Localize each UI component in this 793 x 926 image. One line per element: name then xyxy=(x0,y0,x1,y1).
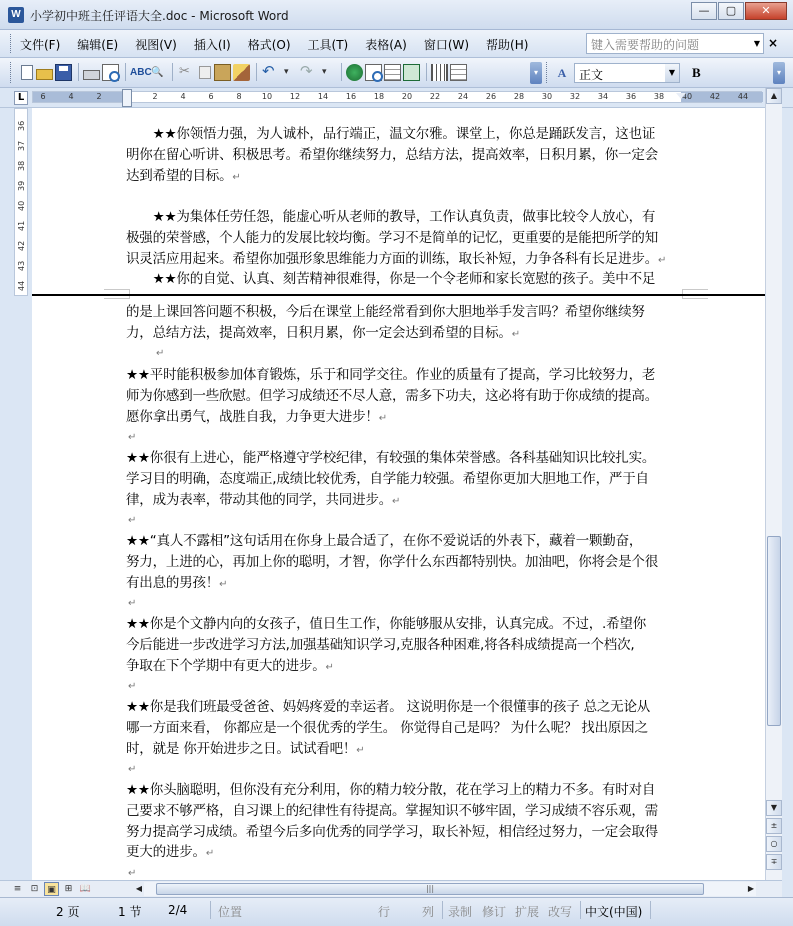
scroll-down-button[interactable]: ▼ xyxy=(766,800,782,816)
ruler-number: 4 xyxy=(180,92,186,101)
ruler-number: 32 xyxy=(569,92,581,101)
style-value: 正文 xyxy=(579,68,604,82)
text-line: ★★你是我们班最受爸爸、妈妈疼爱的幸运者。 这说明你是一个很懂事的孩子 总之无论从 xyxy=(126,699,651,715)
text-line: 哪一方面来看， 你都应是一个很优秀的学生。 你觉得自己是吗？ 为什么呢？ 找出原因之 xyxy=(126,719,648,736)
help-placeholder: 键入需要帮助的问题 xyxy=(591,38,700,52)
paragraph-mark: ↵ xyxy=(378,412,387,424)
format-toolbar-chevron[interactable]: ▾ xyxy=(773,62,785,84)
menu-edit[interactable]: 编辑(E) xyxy=(77,38,119,52)
vruler-number: 36 xyxy=(17,120,26,131)
empty-paragraph-mark: ↵ xyxy=(128,515,137,526)
toolbar-separator xyxy=(125,63,126,81)
print-layout-view-button[interactable]: ▣ xyxy=(44,882,59,896)
ruler-number: 20 xyxy=(401,92,413,101)
ruler-number: 34 xyxy=(597,92,609,101)
text-line: 的是上课回答问题不积极，今后在课堂上能经常看到你大胆地举手发言吗？希望你继续努 xyxy=(126,304,645,320)
empty-paragraph-mark: ↵ xyxy=(156,348,165,359)
status-bar xyxy=(0,897,793,926)
menubar-grip[interactable] xyxy=(10,34,14,53)
web-layout-view-button[interactable]: ⊡ xyxy=(30,884,39,894)
menu-table[interactable]: 表格(A) xyxy=(365,38,407,52)
format-toolbar-grip[interactable] xyxy=(546,62,550,83)
horizontal-ruler xyxy=(0,88,793,108)
text-line: 律，成为表率，带动其他的同学，共同进步。↵ xyxy=(126,491,401,508)
previous-page-button[interactable]: ± xyxy=(766,818,782,834)
text-line: 努力，上进的心，再加上你的聪明，才智，你学什么东西都特别快。加油吧，你将会是个很 xyxy=(126,553,658,570)
empty-paragraph-mark: ↵ xyxy=(128,598,137,609)
status-separator xyxy=(650,901,651,919)
insert-excel-icon[interactable] xyxy=(403,64,420,81)
columns-icon[interactable] xyxy=(431,64,448,81)
minimize-button[interactable]: — xyxy=(691,2,717,20)
menu-bar xyxy=(0,30,793,58)
text-line: 更大的进步。↵ xyxy=(126,844,214,861)
ruler-numbers xyxy=(33,92,763,102)
ruler-number: 22 xyxy=(429,92,441,101)
styles-formatting-icon[interactable]: A xyxy=(557,66,567,80)
ruler-number: 44 xyxy=(737,92,749,101)
right-indent-handle[interactable] xyxy=(676,93,686,99)
text-line: 识灵活应用起来。希望你加强形象思维能力方面的训练，取长补短，力争各科有长足进步。↵ xyxy=(126,250,667,267)
empty-paragraph-mark: ↵ xyxy=(128,868,137,879)
comment-paragraph[interactable] xyxy=(126,780,686,865)
vruler-number: 44 xyxy=(17,280,26,291)
cut-icon[interactable] xyxy=(177,64,194,81)
copy-icon[interactable] xyxy=(199,66,211,79)
menu-help[interactable]: 帮助(H) xyxy=(486,38,529,52)
next-page-button[interactable]: ∓ xyxy=(766,854,782,870)
help-question-input[interactable] xyxy=(586,33,764,54)
ruler-number: 28 xyxy=(513,92,525,101)
horizontal-scrollbar[interactable] xyxy=(135,882,756,896)
vruler-number: 38 xyxy=(17,160,26,171)
status-separator xyxy=(210,901,211,919)
ruler-number: 12 xyxy=(289,92,301,101)
word-app-icon[interactable]: W xyxy=(8,7,24,23)
ruler-number: 10 xyxy=(261,92,273,101)
comment-paragraph[interactable] xyxy=(126,124,686,188)
window-title: 小学初中班主任评语大全.doc - Microsoft Word xyxy=(30,9,289,23)
toolbar-separator xyxy=(426,63,427,81)
document-canvas[interactable] xyxy=(32,108,765,880)
undo-dropdown-icon[interactable] xyxy=(280,64,297,81)
comment-paragraph[interactable] xyxy=(126,697,686,761)
text-line: 己要求不够严格，自习课上的纪律性有待提高。掌握知识不够牢固，学习成绩不容乐观，需 xyxy=(126,802,658,819)
empty-paragraph-mark: ↵ xyxy=(128,764,137,775)
drawing-icon[interactable] xyxy=(450,64,467,81)
scroll-right-button[interactable]: ▶ xyxy=(747,884,755,893)
standard-toolbar xyxy=(0,58,793,88)
status-page[interactable]: 2 页 xyxy=(56,905,80,919)
chevron-down-icon[interactable]: ▼ xyxy=(753,39,760,48)
horizontal-scroll-thumb[interactable]: ||| xyxy=(156,883,704,895)
status-column[interactable]: 列 xyxy=(422,905,435,919)
text-line: 今后能进一步改进学习方法,加强基础知识学习,克服各种困难,将各科成绩提高一个档次, xyxy=(126,636,635,653)
ruler-number: 2 xyxy=(96,92,102,101)
bold-button[interactable]: B xyxy=(692,65,701,80)
ruler-number: 8 xyxy=(236,92,242,101)
outline-view-button[interactable]: ⊞ xyxy=(64,884,73,894)
close-window-button[interactable]: ✕ xyxy=(745,2,787,20)
text-line: ★★平时能积极参加体育锻炼，乐于和同学交往。作业的质量有了提高，学习比较努力，老 xyxy=(126,367,656,383)
status-revision[interactable]: 修订 xyxy=(482,905,507,919)
menu-file[interactable]: 文件(F) xyxy=(20,38,61,52)
ruler-number: 36 xyxy=(625,92,637,101)
paragraph-mark: ↵ xyxy=(325,661,334,673)
status-section[interactable]: 1 节 xyxy=(118,905,142,919)
maximize-button[interactable]: ▢ xyxy=(718,2,744,20)
undo-icon[interactable] xyxy=(261,64,278,81)
toolbar-separator xyxy=(78,63,79,81)
window-controls xyxy=(690,2,787,20)
comment-paragraph[interactable] xyxy=(126,207,686,271)
style-select[interactable] xyxy=(574,63,680,83)
ruler-number: 16 xyxy=(345,92,357,101)
vruler-number: 37 xyxy=(17,140,26,151)
ruler-number: 30 xyxy=(541,92,553,101)
redo-icon[interactable] xyxy=(299,64,316,81)
ruler-number: 4 xyxy=(68,92,74,101)
text-line: 时，就是 你开始进步之日。试试看吧！↵ xyxy=(126,740,365,757)
first-line-indent-handle[interactable] xyxy=(122,89,132,107)
text-line: ★★你头脑聪明，但你没有充分利用，你的精力较分散，花在学习上的精力不多。有时对自 xyxy=(126,782,656,798)
text-line: 努力提高学习成绩。希望今后多向优秀的同学学习，取长补短，相信经过努力，一定会取得 xyxy=(126,823,658,840)
text-line: 有出息的男孩！↵ xyxy=(126,574,228,591)
research-icon[interactable]: 🔍 xyxy=(151,66,164,78)
paragraph-mark: ↵ xyxy=(232,171,241,183)
status-overtype[interactable]: 改写 xyxy=(548,905,573,919)
view-buttons xyxy=(10,882,95,896)
ruler-number: 14 xyxy=(317,92,329,101)
vruler-number: 39 xyxy=(17,180,26,191)
paragraph-mark: ↵ xyxy=(658,254,667,266)
menu-view[interactable]: 视图(V) xyxy=(135,38,177,52)
status-separator xyxy=(442,901,443,919)
ruler-number: 6 xyxy=(208,92,214,101)
menu-format[interactable]: 格式(O) xyxy=(247,38,291,52)
tables-borders-icon[interactable] xyxy=(365,64,382,81)
new-document-icon[interactable] xyxy=(21,65,33,80)
paragraph-mark: ↵ xyxy=(219,578,228,590)
ruler-number: 2 xyxy=(152,92,158,101)
status-position[interactable]: 位置 xyxy=(218,905,243,919)
text-line: 极强的荣誉感，个人能力的发展比较均衡。学习不是简单的记忆，更重要的是能把所学的知 xyxy=(126,229,658,246)
text-line: ★★“真人不露相”这句话用在你身上最合适了，在你不爱说话的外表下，藏着一颗勤奋， xyxy=(126,533,643,549)
text-line: 学习目的明确，态度端正,成绩比较优秀，自学能力较强。希望你更加大胆地工作，严于自 xyxy=(126,470,649,487)
text-line: ★★为集体任劳任怨，能虚心听从老师的教导，工作认真负责，做事比较令人放心，有 xyxy=(126,209,656,225)
horizontal-bar xyxy=(0,880,782,897)
ruler-number: 24 xyxy=(457,92,469,101)
ruler-number: 6 xyxy=(40,92,46,101)
status-language[interactable]: 中文(中国) xyxy=(585,905,643,919)
ruler-number: 38 xyxy=(653,92,665,101)
vruler-number: 43 xyxy=(17,260,26,271)
paragraph-mark: ↵ xyxy=(205,848,214,860)
page-break-line xyxy=(32,294,765,296)
toolbar-options-chevron[interactable]: ▾ xyxy=(530,62,542,84)
ruler-number: 42 xyxy=(709,92,721,101)
close-document-button[interactable]: × xyxy=(768,36,779,50)
open-folder-icon[interactable] xyxy=(36,69,53,80)
text-line: 明你在留心听讲、积极思考。希望你继续努力，总结方法，提高效率，日积月累，你一定会 xyxy=(126,146,658,163)
formatting-toolbar xyxy=(552,63,701,83)
text-line: 达到希望的目标。↵ xyxy=(126,167,241,184)
menu-insert[interactable]: 插入(I) xyxy=(193,38,231,52)
empty-paragraph-mark: ↵ xyxy=(128,432,137,443)
ruler-number: 26 xyxy=(485,92,497,101)
status-page-of[interactable]: 2/4 xyxy=(168,903,188,917)
status-line[interactable]: 行 xyxy=(378,905,391,919)
paragraph-mark: ↵ xyxy=(511,328,520,340)
comment-paragraph[interactable] xyxy=(126,448,686,512)
format-painter-icon[interactable] xyxy=(233,64,250,81)
comment-paragraph[interactable] xyxy=(126,269,686,290)
toolbar-separator xyxy=(341,63,342,81)
text-line: ★★你的自觉、认真、刻苦精神很难得，你是一个令老师和家长宽慰的孩子。美中不足 xyxy=(126,271,656,287)
vertical-scrollbar[interactable] xyxy=(765,88,782,880)
comment-paragraph[interactable] xyxy=(126,614,686,678)
text-line: ★★你领悟力强，为人诚朴，品行端正，温文尔雅。课堂上，你总是踊跃发言，这也证 xyxy=(126,126,656,142)
text-line: 愿你拿出勇气，战胜自我，力争更大进步！↵ xyxy=(126,408,387,425)
ruler-number: 18 xyxy=(373,92,385,101)
insert-table-icon[interactable] xyxy=(384,64,401,81)
hyperlink-icon[interactable] xyxy=(346,64,363,81)
comment-paragraph[interactable] xyxy=(126,302,686,346)
text-line: 师为你感到一些欣慰。但学习成绩还不尽人意，需多下功夫，这必将有助于你成绩的提高。 xyxy=(126,387,658,404)
select-browse-object-button[interactable]: ○ xyxy=(766,836,782,852)
menu-window[interactable]: 窗口(W) xyxy=(423,38,470,52)
ruler-number: 40 xyxy=(681,92,693,101)
status-record[interactable]: 录制 xyxy=(448,905,473,919)
menu-items xyxy=(20,36,545,53)
status-extend[interactable]: 扩展 xyxy=(515,905,540,919)
status-separator xyxy=(580,901,581,919)
text-line: 争取在下个学期中有更大的进步。↵ xyxy=(126,657,334,674)
reading-layout-view-button[interactable]: 📖 xyxy=(79,884,92,894)
print-preview-icon[interactable] xyxy=(102,64,119,81)
redo-dropdown-icon[interactable] xyxy=(318,64,335,81)
text-line: ★★你很有上进心，能严格遵守学校纪律，有较强的集体荣誉感。各科基础知识比较扎实。 xyxy=(126,450,656,466)
spelling-icon[interactable]: ABC xyxy=(130,66,152,78)
title-bar xyxy=(0,0,793,30)
comment-paragraph[interactable] xyxy=(126,365,686,429)
vertical-scroll-thumb[interactable] xyxy=(767,536,781,726)
text-line: 力，总结方法，提高效率，日积月累，你一定会达到希望的目标。↵ xyxy=(126,324,520,341)
empty-paragraph-mark: ↵ xyxy=(128,681,137,692)
print-icon[interactable] xyxy=(83,70,100,80)
toolbar-buttons xyxy=(18,63,469,81)
menu-tools[interactable]: 工具(T) xyxy=(307,38,349,52)
ruler-track[interactable] xyxy=(32,91,762,103)
scroll-up-button[interactable]: ▲ xyxy=(766,88,782,104)
toolbar-separator xyxy=(256,63,257,81)
paragraph-mark: ↵ xyxy=(392,495,401,507)
save-icon[interactable] xyxy=(55,64,72,81)
normal-view-button[interactable]: ≡ xyxy=(13,884,22,894)
tab-selector[interactable]: L xyxy=(14,91,28,105)
text-line: ★★你是个文静内向的女孩子，值日生工作，你能够服从安排，认真完成。不过，.希望你 xyxy=(126,616,646,632)
vertical-ruler xyxy=(14,108,28,296)
chevron-down-icon[interactable]: ▼ xyxy=(665,64,679,82)
vruler-number: 40 xyxy=(17,200,26,211)
toolbar-grip[interactable] xyxy=(10,62,14,83)
vruler-number: 42 xyxy=(17,240,26,251)
toolbar-separator xyxy=(172,63,173,81)
paste-icon[interactable] xyxy=(214,64,231,81)
comment-paragraph[interactable] xyxy=(126,531,686,595)
paragraph-mark: ↵ xyxy=(356,744,365,756)
vruler-number: 41 xyxy=(17,220,26,231)
scroll-left-button[interactable]: ◀ xyxy=(135,884,143,893)
